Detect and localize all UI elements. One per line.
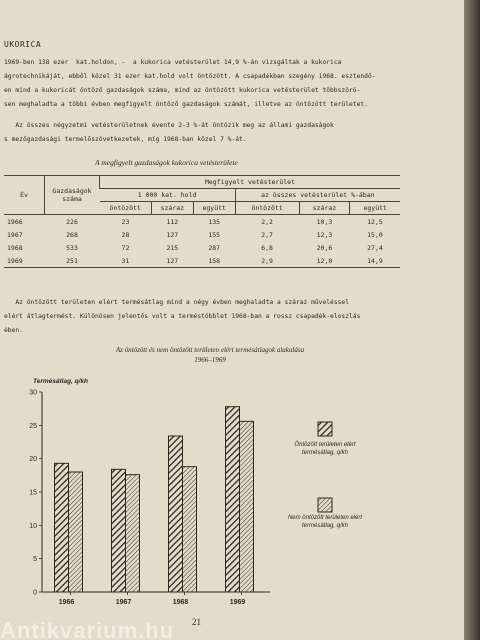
table-cell: 72 bbox=[121, 243, 130, 252]
table-cell: 10,3 bbox=[316, 217, 333, 226]
table-cell: 1966 bbox=[7, 217, 23, 226]
bar-dry bbox=[69, 472, 83, 592]
x-tick-label: 1966 bbox=[58, 599, 75, 606]
col-header-farms: Gazdaságok száma bbox=[45, 176, 100, 215]
table-cell: 112 bbox=[166, 217, 179, 226]
section-header: UKORICA bbox=[4, 40, 42, 49]
table-cell: 2,7 bbox=[261, 230, 273, 239]
paragraph-line: ében. bbox=[4, 327, 23, 334]
col-header-percent: az összes vetésterület %-ában bbox=[235, 189, 400, 202]
y-tick-label: 15 bbox=[29, 489, 37, 497]
table-row bbox=[4, 215, 400, 229]
legend-label-irrigated: Öntözött területen elért termésátlag, q/kh bbox=[294, 442, 356, 456]
table-cell: 226 bbox=[66, 217, 78, 226]
table-cell: 23 bbox=[121, 217, 130, 226]
watermark: Antikvarium.hu bbox=[0, 618, 175, 640]
paragraph-line: Az öntözött területen elért termésátlag mind a négy évben meghaladta a száraz műveléssel bbox=[4, 299, 349, 306]
table-cell: 1968 bbox=[7, 243, 23, 252]
y-tick-label: 0 bbox=[33, 589, 37, 597]
data-table bbox=[4, 175, 400, 268]
sub-header: együtt bbox=[350, 202, 400, 215]
chart-subtitle: 1966–1969 bbox=[194, 356, 226, 364]
sub-header: öntözött bbox=[100, 202, 152, 215]
chart-title-block bbox=[60, 345, 360, 365]
table-cell: 251 bbox=[45, 254, 100, 268]
table-cell: 155 bbox=[208, 230, 221, 239]
table-cell: 215 bbox=[166, 243, 179, 252]
sub-header: száraz bbox=[151, 202, 193, 215]
sub-header: száraz bbox=[299, 202, 350, 215]
table-cell: 127 bbox=[166, 230, 179, 239]
table-cell: 1967 bbox=[7, 230, 23, 239]
bar-irrigated bbox=[55, 463, 69, 592]
paragraph-line: sen meghaladta a többi évben megfigyelt öntöző gazdaságok számát, illetve az öntözött területet. bbox=[4, 101, 368, 108]
table-row bbox=[4, 241, 400, 254]
table-cell: 12,3 bbox=[316, 230, 333, 239]
table-cell: 2,2 bbox=[261, 217, 273, 226]
table-cell: 31 bbox=[100, 254, 152, 268]
table-cell: 6,8 bbox=[261, 243, 273, 252]
col-header-thousand-hold: 1 000 kat. hold bbox=[100, 189, 236, 202]
table-cell: 20,6 bbox=[316, 243, 333, 252]
col-header-observed: Megfigyelt vetésterület bbox=[100, 176, 401, 189]
bar-dry bbox=[240, 421, 254, 592]
bar-irrigated bbox=[226, 407, 240, 592]
legend-swatch-dry bbox=[318, 498, 332, 512]
col-header-year: Év bbox=[4, 176, 45, 215]
table-cell: 2,9 bbox=[235, 254, 299, 268]
table-cell: 12,0 bbox=[299, 254, 350, 268]
y-tick-label: 20 bbox=[29, 456, 37, 464]
paragraph-line: s mezőgazdasági termelőszövetkezetek, míg 1968-ban közel 7 %-át. bbox=[4, 136, 247, 143]
x-tick-label: 1969 bbox=[229, 599, 246, 606]
paragraph-line: ágrotechnikáját, ebből közel 31 ezer kat.hold volt öntözött. A csapadékban szegény 1968. esztendő- bbox=[4, 73, 376, 80]
legend-swatch-irrigated bbox=[318, 422, 332, 436]
bar-irrigated bbox=[112, 469, 126, 592]
table-cell: 14,9 bbox=[350, 254, 400, 268]
y-tick-label: 10 bbox=[29, 522, 37, 530]
table-cell: 28 bbox=[121, 230, 130, 239]
table-cell: 158 bbox=[193, 254, 235, 268]
table-cell: 12,5 bbox=[367, 217, 383, 226]
table-cell: 127 bbox=[151, 254, 193, 268]
paragraph-line: Az összes négyzetmi vetésterületnek évente 2-3 %-át öntözik meg az állami gazdaságok bbox=[4, 122, 334, 129]
table-cell: 135 bbox=[208, 217, 221, 226]
x-tick-label: 1967 bbox=[115, 599, 132, 606]
page-number: 21 bbox=[192, 617, 201, 627]
paragraph-line: en mind a kukoricát öntöző gazdaságok száma, mind az öntözött kukorica vetésterület többszörö- bbox=[4, 87, 361, 94]
table-cell: 1969 bbox=[4, 254, 45, 268]
table-row bbox=[4, 254, 400, 268]
paragraph-line: elért átlagtermést. Különösen jelentős volt a terméstöbblet 1968-ban a rossz csapadék-eloszlás bbox=[4, 313, 361, 320]
book-spine-shadow bbox=[464, 0, 480, 640]
y-tick-label: 5 bbox=[33, 556, 37, 564]
y-axis-label: Termésátlag, q/kh bbox=[33, 378, 89, 385]
sub-header: együtt bbox=[193, 202, 235, 215]
table-caption: A megfigyelt gazdaságok kukorica vetésterülete bbox=[95, 158, 238, 167]
table-cell: 533 bbox=[66, 243, 78, 252]
table-cell: 27,4 bbox=[367, 243, 383, 252]
table-cell: 15,0 bbox=[367, 230, 383, 239]
table-cell: 268 bbox=[66, 230, 78, 239]
paragraph-line: 1969-ben 138 ezer kat.holdon, - a kukorica vetésterület 14,9 %-án vizsgáltak a kukorica bbox=[4, 59, 342, 66]
legend-label-dry: Nem öntözött területen elért termésátlag, q/kh bbox=[287, 515, 363, 529]
bar-irrigated bbox=[169, 436, 183, 592]
x-tick-label: 1968 bbox=[172, 599, 189, 606]
table-row bbox=[4, 228, 400, 241]
sub-header: öntözött bbox=[235, 202, 299, 215]
bar-chart bbox=[0, 380, 464, 610]
y-tick-label: 30 bbox=[29, 389, 37, 397]
chart-title: Az öntözött és nem öntözött területen elért termésátlagok alakulása bbox=[115, 346, 305, 354]
y-tick-label: 25 bbox=[29, 422, 37, 430]
table-cell: 287 bbox=[208, 243, 221, 252]
bar-dry bbox=[126, 475, 140, 592]
bar-dry bbox=[183, 467, 197, 592]
